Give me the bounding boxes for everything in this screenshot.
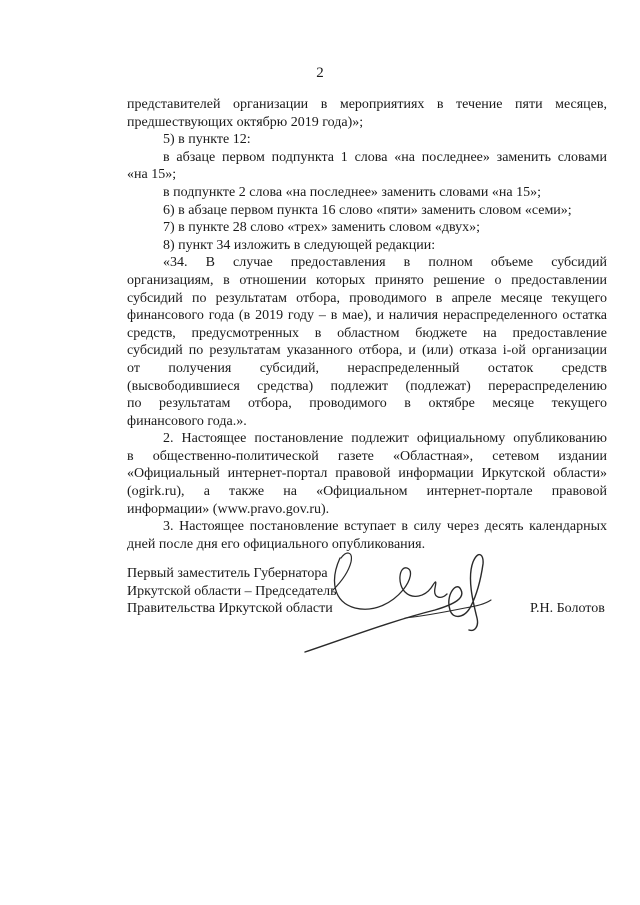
text-line: предшествующих октябрю 2019 года)»; xyxy=(127,114,364,130)
text-line: 6) в абзаце первом пункта 16 слово «пяти» заменить словом «семи»; xyxy=(163,202,572,218)
text-line: субсидий по результатам указанного отбора, и (или) отказа i-ой организации xyxy=(127,343,607,359)
text-line: «Официальный интернет-портал правовой информации Иркутской области» xyxy=(127,466,607,482)
text-line: представителей организации в мероприятиях в течение пяти месяцев, xyxy=(127,97,607,112)
text-line: (ogirk.ru), а также на «Официальном интернет-портале правовой xyxy=(127,484,607,500)
paragraph-section-2 xyxy=(127,430,607,518)
text-line: (высвободившиеся средства) подлежит (подлежат) перераспределению xyxy=(127,378,607,394)
paragraph-continuation xyxy=(127,96,607,131)
text-line: 2. Настоящее постановление подлежит официальному опубликованию xyxy=(163,431,607,447)
text-line: 7) в пункте 28 слово «трех» заменить словом «двух»; xyxy=(163,220,480,236)
text-line: по результатам отбора, проводимого в октябре месяце текущего xyxy=(127,396,607,412)
text-line: информации» (www.pravo.gov.ru). xyxy=(127,501,330,517)
text-line: средств, предусмотренных в областном бюджете на предоставление xyxy=(127,325,607,341)
paragraph-item-5 xyxy=(127,131,607,149)
text-line: 3. Настоящее постановление вступает в силу через десять календарных xyxy=(163,519,607,535)
paragraph-item-6 xyxy=(127,202,607,220)
text-line: финансового года.». xyxy=(127,413,247,429)
paragraph-item-8 xyxy=(127,237,607,255)
text-line: в подпункте 2 слова «на последнее» заменить словами «на 15»; xyxy=(163,184,542,200)
handwritten-signature xyxy=(285,540,500,660)
signatory-name: Р.Н. Болотов xyxy=(530,601,605,616)
text-line: организациям, в отношении которых принято решение о предоставлении xyxy=(127,272,607,288)
text-line: «на 15»; xyxy=(127,167,177,183)
text-line: в общественно-политической газете «Областная», сетевом издании xyxy=(127,448,607,464)
text-line: «34. В случае предоставления в полном объеме субсидий xyxy=(163,255,607,271)
paragraph-item-5-sub1 xyxy=(127,149,607,184)
text-line: 5) в пункте 12: xyxy=(163,132,251,148)
paragraph-item-5-sub2 xyxy=(127,184,607,202)
text-line: от получения субсидий, нераспределенный остаток средств xyxy=(127,360,607,376)
paragraph-point-34 xyxy=(127,254,607,430)
text-line: дней после дня его официального опубликования. xyxy=(127,536,426,552)
page-number: 2 xyxy=(316,65,324,81)
signatory-title-line: Иркутской области – Председатель xyxy=(127,583,337,599)
text-line: субсидий по результатам отбора, проводимого в апреле месяце текущего xyxy=(127,290,607,306)
signatory-title-line: Правительства Иркутской области xyxy=(127,601,333,616)
text-line: в абзаце первом подпункта 1 слова «на последнее» заменить словами xyxy=(163,149,607,165)
document-body xyxy=(127,96,607,553)
signatory-title-line: Первый заместитель Губернатора xyxy=(127,566,328,581)
text-line: 8) пункт 34 изложить в следующей редакции: xyxy=(163,237,436,253)
text-line: финансового года (в 2019 году – в мае), и наличия нераспределенного остатка xyxy=(127,308,607,324)
paragraph-item-7 xyxy=(127,219,607,237)
